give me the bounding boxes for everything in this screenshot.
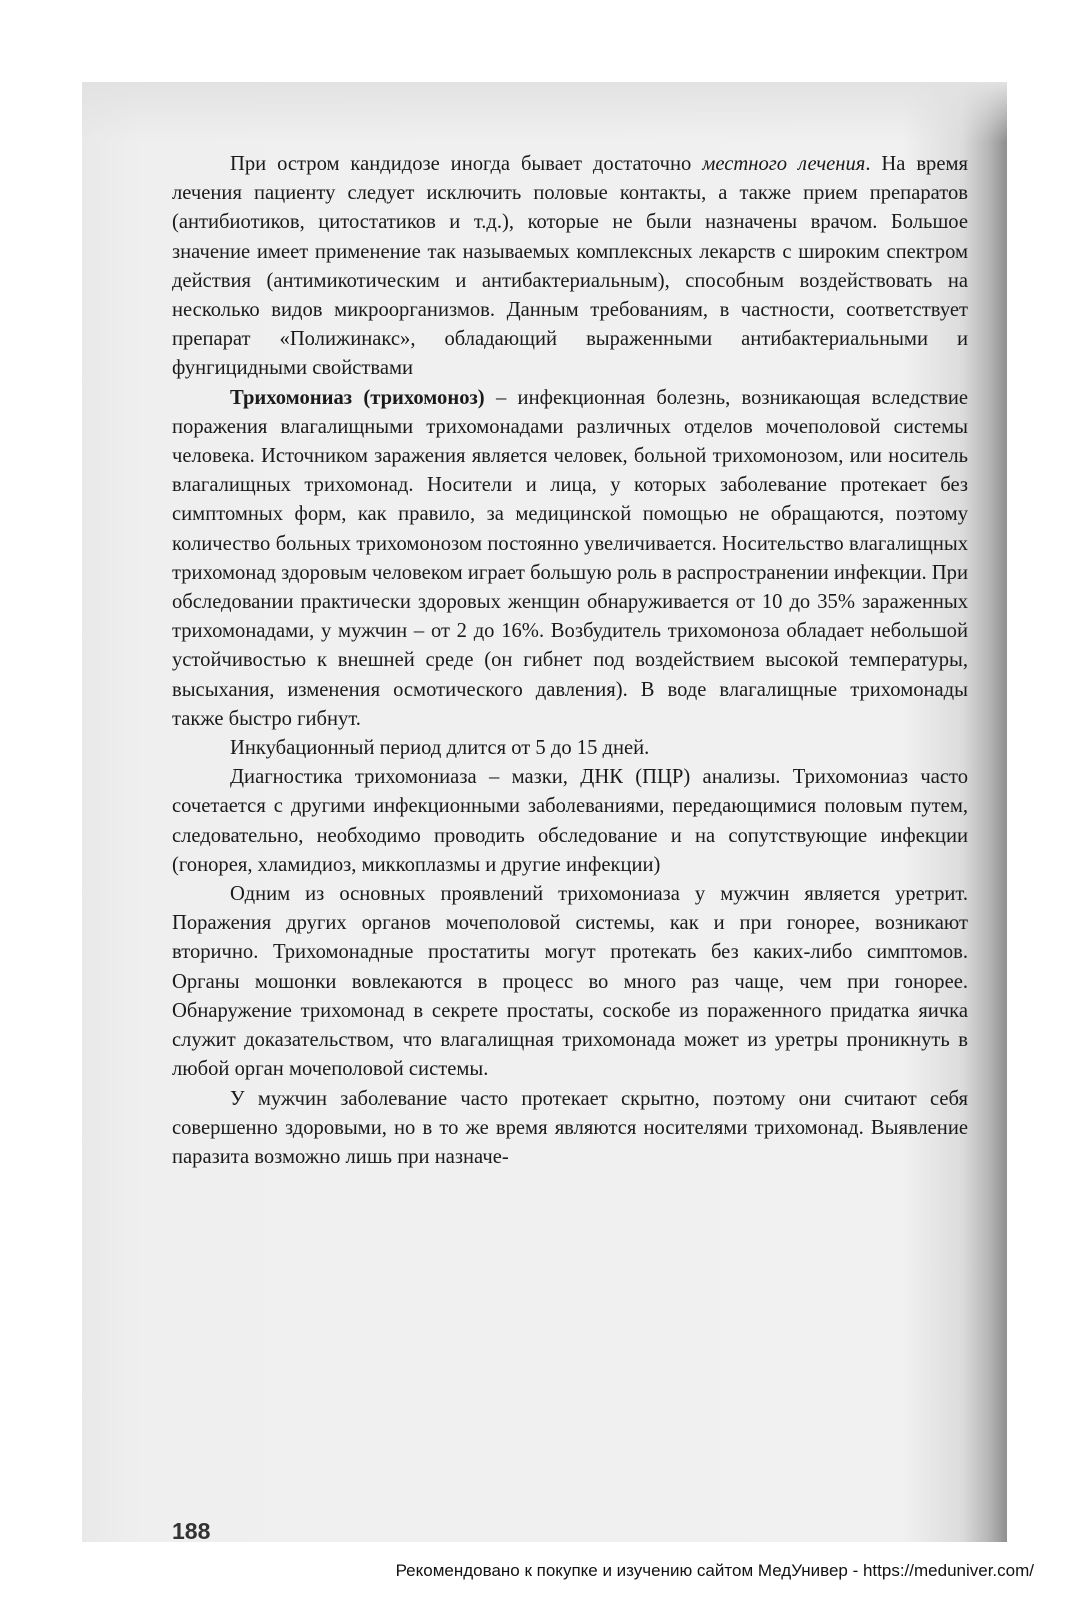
paragraph-incubation: Инкубационный период длится от 5 до 15 дней. bbox=[230, 737, 650, 760]
paragraph-text: При остром кандидозе иногда бывает достаточно bbox=[230, 153, 703, 175]
paragraph-latent-course: У мужчин заболевание часто протекает скрытно, поэтому они считают себя совершенно здоровыми, но в то же время являются носителями трихомонад. Выявление паразита возможно лишь при назначе- bbox=[172, 1087, 968, 1168]
term-trichomoniasis: Трихомониаз (трихомоноз) bbox=[230, 386, 485, 409]
page-number: 188 bbox=[172, 1518, 211, 1544]
scan-shadow bbox=[82, 82, 1007, 142]
paragraph-text: . На время лечения пациенту следует исключить половые контакты, а также прием препаратов (антибиотиков, цитостатиков и т.д.), которые не были назначены врачом. Большое значение имеет применение так называемых комплексных лекарств с широким спектром действия (антимикотическим и антибактериальным), способным воздействовать на несколько видов микроорганизмов. Данным требованиям, в частности, соответствует препарат «Полижинакс», обладающий выраженными антибактериальными и фунгицидными свойствами bbox=[172, 153, 968, 380]
emphasis-local-treatment: местного лечения bbox=[702, 153, 866, 175]
paragraph-trichomoniasis-definition bbox=[172, 384, 968, 734]
footer-recommendation: Рекомендовано к покупке и изучению сайтом МедУнивер - https://meduniver.com/ bbox=[395, 1561, 1034, 1580]
paragraph-text: – инфекционная болезнь, возникающая вследствие поражения влагалищными трихомонадами различных отделов мочеполовой системы человека. Источником заражения является человек, больной трихомонозом, или носитель влагалищных трихомонад. Носители и лица, у которых заболевание протекает без симптомных форм, как правило, за медицинской помощью не обращаются, поэтому количество больных трихомонозом постоянно увеличивается. Носительство влагалищных трихомонад здоровым человеком играет большую роль в распространении инфекции. При обследовании практически здоровых женщин обнаруживается от 10 до 35% зараженных трихомонадами, у мужчин – от 2 до 16%. Возбудитель трихомоноза обладает небольшой устойчивостью к внешней среде (он гибнет под воздействием высокой температуры, высыхания, изменения осмотического давления). В воде влагалищные трихомонады также быстро гибнут. bbox=[172, 386, 968, 730]
paragraph-manifestations: Одним из основных проявлений трихомониаза у мужчин является уретрит. Поражения других органов мочеполовой системы, как и при гонорее, возникают вторично. Трихомонадные простатиты могут протекать без каких-либо симптомов. Органы мошонки вовлекаются в процесс во много раз чаще, чем при гонорее. Обнаружение трихомонад в секрете простаты, соскобе из пораженного придатка яичка служит доказательством, что влагалищная трихомонада может из уретры проникнуть в любой орган мочеполовой системы. bbox=[172, 883, 968, 1081]
page-body bbox=[172, 150, 968, 1172]
paragraph-candidiasis-treatment bbox=[172, 150, 968, 384]
paragraph-diagnostics: Диагностика трихомониаза – мазки, ДНК (ПЦР) анализы. Трихомониаз часто сочетается с другими инфекционными заболеваниями, передающимися половым путем, следовательно, необходимо проводить обследование и на сопутствующие инфекции (гонорея, хламидиоз, миккоплазмы и другие инфекции) bbox=[172, 766, 968, 876]
